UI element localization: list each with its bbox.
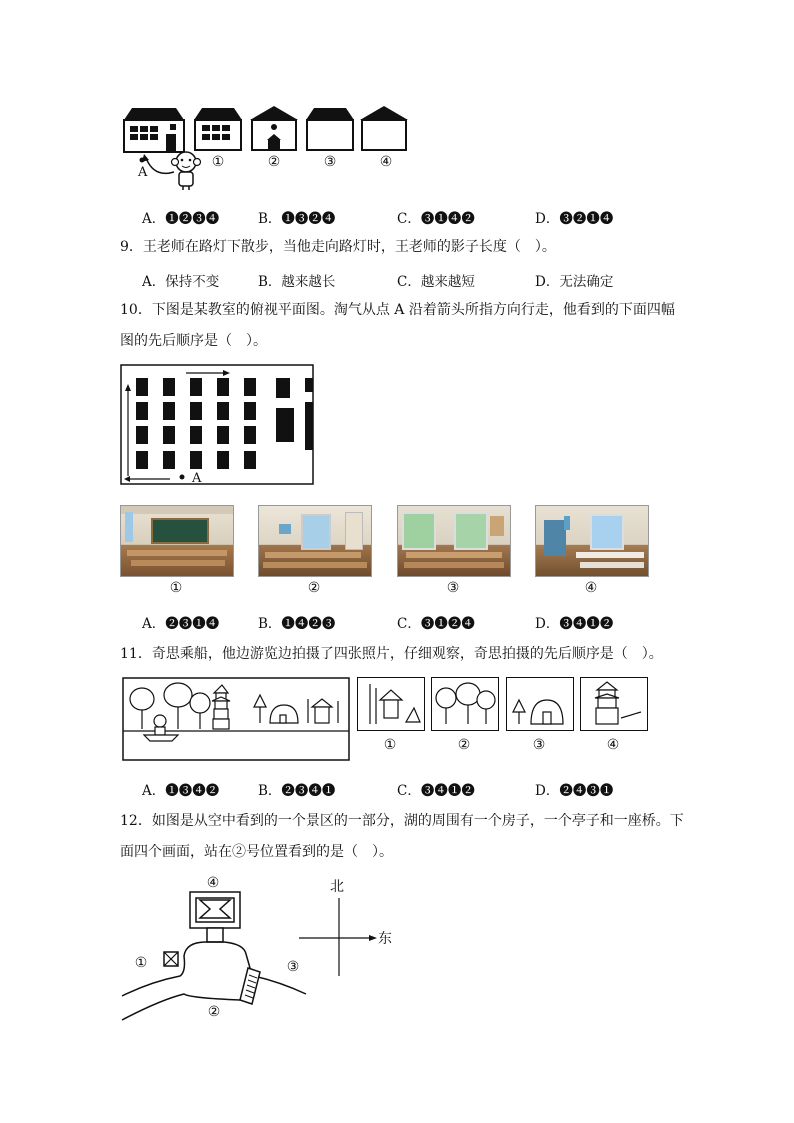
position-label-3: ③	[286, 959, 300, 975]
classroom-floor-plan	[120, 364, 316, 486]
scenic-area-map	[120, 872, 310, 1024]
option-letter: C．	[397, 783, 421, 799]
q12-stem-line1: 12．如图是从空中看到的一个景区的一部分，湖的周围有一个房子，一个亭子和一座桥。下	[120, 813, 684, 829]
q10-option-b[interactable]	[258, 612, 335, 632]
option-letter: D．	[535, 616, 560, 632]
q8-house-label-4: ④	[379, 154, 393, 170]
classroom-photo-4	[535, 505, 649, 577]
q8-option-c[interactable]	[397, 207, 475, 227]
option-text: ❶❸❹❷	[165, 783, 220, 799]
q10-point-label: A	[192, 471, 202, 486]
option-letter: A．	[142, 274, 166, 290]
option-letter: B．	[258, 616, 282, 632]
q11-photo-3	[506, 677, 574, 731]
option-letter: D．	[535, 211, 560, 227]
classroom-photo-3	[397, 505, 511, 577]
option-text: ❸❷❶❹	[559, 211, 614, 227]
q11-photo-label-3: ③	[532, 737, 546, 753]
q10-stem-line1: 10．下图是某教室的俯视平面图。淘气从点 A 沿着箭头所指方向行走，他看到的下面四幅	[120, 302, 675, 318]
option-letter: B．	[258, 274, 282, 290]
q11-option-a[interactable]	[142, 779, 219, 799]
option-text: 越来越长	[281, 274, 336, 290]
option-letter: B．	[258, 211, 282, 227]
q8-option-a[interactable]	[142, 207, 219, 227]
house-3	[306, 108, 354, 150]
photo-label-2: ②	[307, 580, 321, 596]
option-text: 保持不变	[165, 274, 220, 290]
monkey-figure	[172, 152, 201, 190]
q9-option-c[interactable]	[397, 270, 475, 290]
q10-option-a[interactable]	[142, 612, 219, 632]
q8-house-label-2: ②	[267, 154, 281, 170]
bridge	[240, 968, 260, 1004]
q10-option-c[interactable]	[397, 612, 475, 632]
option-text: ❸❹❶❷	[559, 616, 614, 632]
option-letter: C．	[397, 274, 421, 290]
option-text: 越来越短	[420, 274, 475, 290]
position-label-1: ①	[134, 955, 148, 971]
q8-point-label: A	[138, 165, 148, 180]
option-text: ❶❹❷❸	[281, 616, 336, 632]
q8-house-label-1: ①	[211, 154, 225, 170]
option-letter: D．	[535, 274, 560, 290]
photo-label-4: ④	[584, 580, 598, 596]
house-4	[360, 106, 408, 150]
q11-photo-2	[431, 677, 499, 731]
option-letter: C．	[397, 211, 421, 227]
houses-diagram	[118, 100, 418, 192]
option-text: ❷❸❹❶	[281, 783, 336, 799]
option-text: ❶❸❷❹	[281, 211, 336, 227]
option-letter: B．	[258, 783, 282, 799]
option-text: ❸❹❶❷	[420, 783, 475, 799]
option-letter: C．	[397, 616, 421, 632]
option-text: ❶❷❸❹	[165, 211, 220, 227]
option-text: ❷❹❸❶	[559, 783, 614, 799]
q9-stem: 9．王老师在路灯下散步，当他走向路灯时，王老师的影子长度（ ）。	[120, 239, 556, 255]
q11-photo-4	[580, 677, 648, 731]
option-letter: A．	[142, 616, 166, 632]
compass-north-label: 北	[330, 879, 344, 895]
q11-stem: 11．奇思乘船，他边游览边拍摄了四张照片，仔细观察，奇思拍摄的先后顺序是（ ）。	[120, 646, 663, 662]
q11-photo-label-2: ②	[457, 737, 471, 753]
house-2	[250, 106, 298, 150]
q8-house-label-3: ③	[323, 154, 337, 170]
option-text: ❸❶❹❷	[420, 211, 475, 227]
q11-photo-label-4: ④	[606, 737, 620, 753]
photo-label-3: ③	[446, 580, 460, 596]
position-label-2: ②	[207, 1004, 221, 1020]
q11-option-b[interactable]	[258, 779, 335, 799]
position-label-4: ④	[206, 875, 220, 891]
q9-option-d[interactable]	[535, 270, 613, 290]
option-letter: A．	[142, 211, 166, 227]
q10-stem-line2: 图的先后顺序是（ ）。	[120, 333, 267, 349]
compass-east-label: 东	[378, 931, 392, 947]
q8-option-d[interactable]	[535, 207, 613, 227]
classroom-photo-1	[120, 505, 234, 577]
q8-figure	[118, 100, 418, 192]
option-text: 无法确定	[559, 274, 614, 290]
classroom-photo-2	[258, 505, 372, 577]
option-text: ❷❸❶❹	[165, 616, 220, 632]
river-scene	[122, 677, 350, 761]
house-main	[124, 108, 184, 152]
q10-option-d[interactable]	[535, 612, 613, 632]
q9-option-a[interactable]	[142, 270, 219, 290]
option-letter: D．	[535, 783, 560, 799]
q11-option-d[interactable]	[535, 779, 613, 799]
q9-option-b[interactable]	[258, 270, 335, 290]
q11-option-c[interactable]	[397, 779, 475, 799]
q11-photo-1	[357, 677, 425, 731]
house-1	[194, 108, 242, 150]
option-text: ❸❶❷❹	[420, 616, 475, 632]
point-a-dot	[180, 475, 185, 480]
option-letter: A．	[142, 783, 166, 799]
photo-label-1: ①	[169, 580, 183, 596]
q8-option-b[interactable]	[258, 207, 335, 227]
q11-photo-label-1: ①	[383, 737, 397, 753]
q12-stem-line2: 面四个画面，站在②号位置看到的是（ ）。	[120, 844, 393, 860]
